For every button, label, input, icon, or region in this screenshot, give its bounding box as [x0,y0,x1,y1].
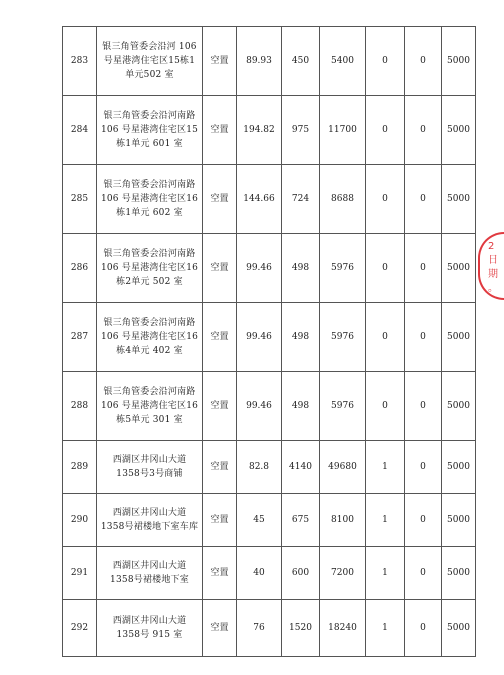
table-body [63,27,476,657]
area-cell: 99.46 [237,372,282,441]
address-cell: 银三角管委会沿河 106 号星港湾住宅区15栋1单元502 室 [97,27,203,96]
row-number: 292 [63,600,97,657]
table-row [63,547,476,600]
count-cell: 0 [366,234,405,303]
area-cell: 82.8 [237,441,282,494]
monthly-rent-cell: 498 [282,303,320,372]
count-cell: 0 [366,96,405,165]
status-cell: 空置 [203,165,237,234]
stamp-char: 期 [488,269,498,280]
zero-cell: 0 [405,234,442,303]
annual-rent-cell: 11700 [320,96,366,165]
status-cell: 空置 [203,303,237,372]
zero-cell: 0 [405,547,442,600]
area-cell: 194.82 [237,96,282,165]
annual-rent-cell: 5400 [320,27,366,96]
status-cell: 空置 [203,494,237,547]
row-number: 286 [63,234,97,303]
area-cell: 99.46 [237,303,282,372]
deposit-cell: 5000 [442,234,476,303]
zero-cell: 0 [405,494,442,547]
address-cell: 西湖区井冈山大道 1358号3号商铺 [97,441,203,494]
status-cell: 空置 [203,547,237,600]
deposit-cell: 5000 [442,372,476,441]
annual-rent-cell: 7200 [320,547,366,600]
monthly-rent-cell: 498 [282,234,320,303]
stamp-char: 2 [488,241,495,252]
address-cell: 银三角管委会沿河南路106 号星港湾住宅区16栋1单元 602 室 [97,165,203,234]
count-cell: 0 [366,165,405,234]
annual-rent-cell: 18240 [320,600,366,657]
zero-cell: 0 [405,27,442,96]
monthly-rent-cell: 600 [282,547,320,600]
count-cell: 0 [366,372,405,441]
area-cell: 89.93 [237,27,282,96]
row-number: 290 [63,494,97,547]
address-cell: 西湖区井冈山大道 1358号 915 室 [97,600,203,657]
deposit-cell: 5000 [442,165,476,234]
deposit-cell: 5000 [442,441,476,494]
row-number: 291 [63,547,97,600]
annual-rent-cell: 8688 [320,165,366,234]
count-cell: 0 [366,27,405,96]
deposit-cell: 5000 [442,494,476,547]
address-cell: 银三角管委会沿河南路106 号星港湾住宅区16栋4单元 402 室 [97,303,203,372]
zero-cell: 0 [405,165,442,234]
stamp-char: 。 [488,283,498,294]
monthly-rent-cell: 724 [282,165,320,234]
property-table [62,26,476,657]
deposit-cell: 5000 [442,547,476,600]
row-number: 283 [63,27,97,96]
address-cell: 银三角管委会沿河南路106 号星港湾住宅区16栋5单元 301 室 [97,372,203,441]
monthly-rent-cell: 675 [282,494,320,547]
area-cell: 40 [237,547,282,600]
status-cell: 空置 [203,96,237,165]
area-cell: 99.46 [237,234,282,303]
row-number: 288 [63,372,97,441]
annual-rent-cell: 5976 [320,234,366,303]
monthly-rent-cell: 498 [282,372,320,441]
deposit-cell: 5000 [442,303,476,372]
table-row [63,441,476,494]
table-row [63,372,476,441]
count-cell: 1 [366,494,405,547]
count-cell: 1 [366,441,405,494]
status-cell: 空置 [203,600,237,657]
area-cell: 76 [237,600,282,657]
table-row [63,494,476,547]
monthly-rent-cell: 4140 [282,441,320,494]
area-cell: 45 [237,494,282,547]
annual-rent-cell: 5976 [320,372,366,441]
address-cell: 西湖区井冈山大道 1358号裙楼地下室 [97,547,203,600]
zero-cell: 0 [405,441,442,494]
table-row [63,234,476,303]
monthly-rent-cell: 975 [282,96,320,165]
address-cell: 西湖区井冈山大道 1358号裙楼地下室车库 [97,494,203,547]
annual-rent-cell: 49680 [320,441,366,494]
monthly-rent-cell: 450 [282,27,320,96]
table-row [63,27,476,96]
area-cell: 144.66 [237,165,282,234]
count-cell: 1 [366,600,405,657]
table-row [63,165,476,234]
status-cell: 空置 [203,234,237,303]
row-number: 289 [63,441,97,494]
annual-rent-cell: 8100 [320,494,366,547]
table-row [63,600,476,657]
row-number: 284 [63,96,97,165]
table-row [63,96,476,165]
status-cell: 空置 [203,27,237,96]
deposit-cell: 5000 [442,27,476,96]
count-cell: 0 [366,303,405,372]
deposit-cell: 5000 [442,600,476,657]
address-cell: 银三角管委会沿河南路106 号星港湾住宅区16栋2单元 502 室 [97,234,203,303]
zero-cell: 0 [405,372,442,441]
zero-cell: 0 [405,600,442,657]
row-number: 287 [63,303,97,372]
address-cell: 银三角管委会沿河南路106 号星港湾住宅区15栋1单元 601 室 [97,96,203,165]
status-cell: 空置 [203,372,237,441]
red-seal-stamp [478,232,504,300]
table-row [63,303,476,372]
stamp-char: 日 [488,255,498,266]
zero-cell: 0 [405,303,442,372]
row-number: 285 [63,165,97,234]
count-cell: 1 [366,547,405,600]
status-cell: 空置 [203,441,237,494]
zero-cell: 0 [405,96,442,165]
annual-rent-cell: 5976 [320,303,366,372]
deposit-cell: 5000 [442,96,476,165]
monthly-rent-cell: 1520 [282,600,320,657]
